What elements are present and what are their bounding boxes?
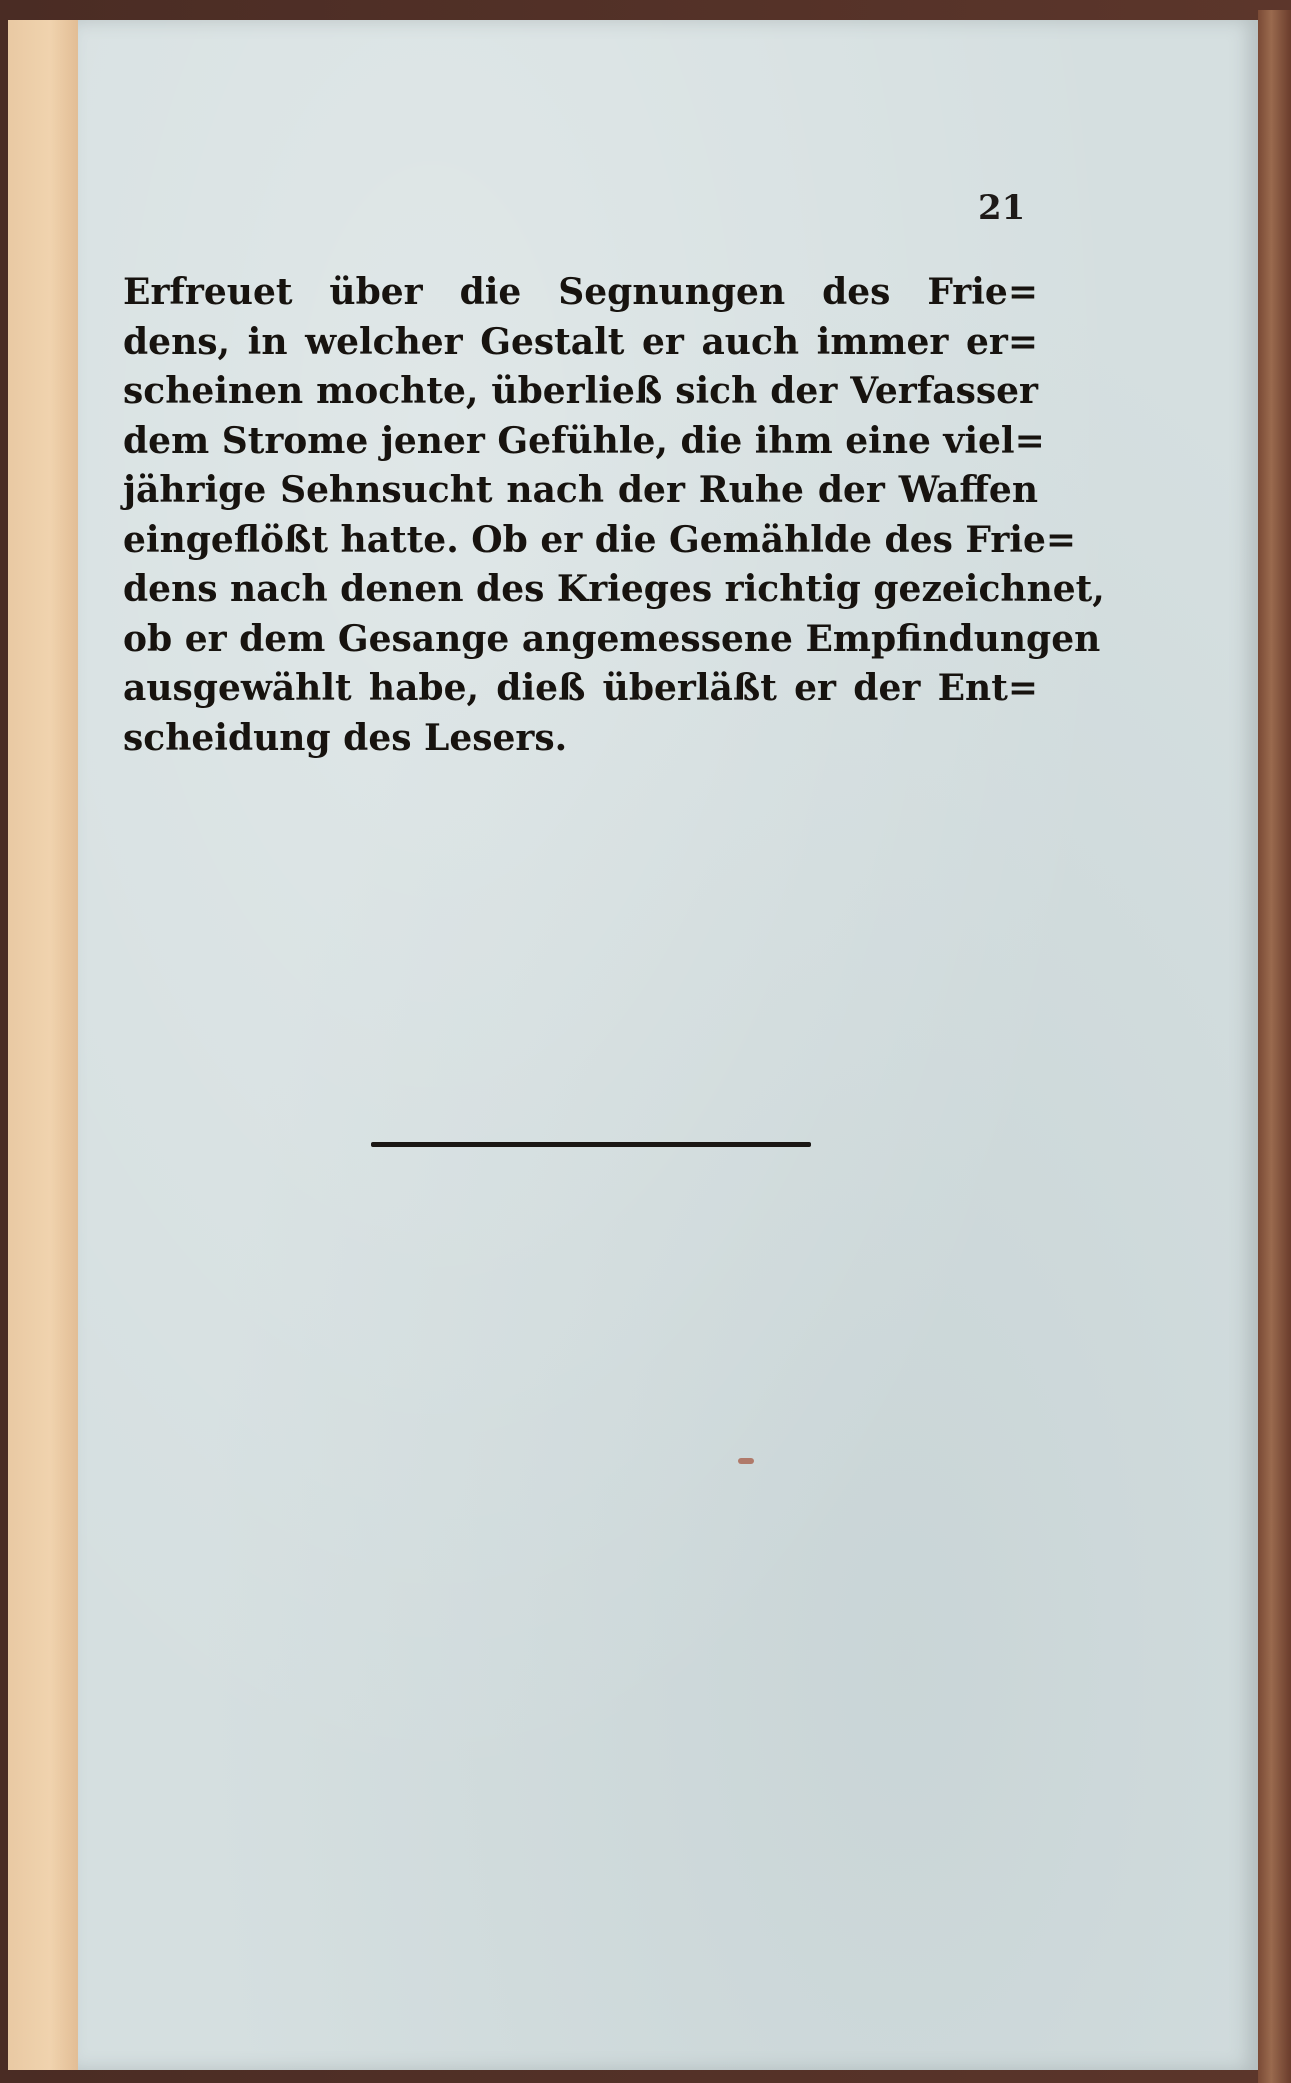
- text-line: ausgewählt habe, dieß überläßt er der Ent=: [123, 667, 1038, 709]
- text-line: dem Strome jener Gefühle, die ihm eine viel=: [123, 419, 1045, 462]
- book-page: [78, 20, 1258, 2070]
- page-number: 21: [978, 188, 1026, 228]
- body-paragraph: [123, 268, 1105, 763]
- section-divider-rule: [371, 1142, 811, 1147]
- text-line: ob er dem Gesange angemessene Empfindungen: [123, 617, 1101, 660]
- text-line: dens nach denen des Krieges richtig gezeichnet,: [123, 568, 1105, 610]
- text-line: jährige Sehnsucht nach der Ruhe der Waffen: [123, 469, 1038, 511]
- text-line: Erfreuet über die Segnungen des Frie=: [123, 271, 1038, 313]
- text-line: eingeflößt hatte. Ob er die Gemählde des Frie=: [123, 518, 1077, 561]
- text-line: scheidung des Lesers.: [123, 716, 568, 759]
- text-line: dens, in welcher Gestalt er auch immer er=: [123, 320, 1038, 363]
- book-cover-edge: [8, 20, 79, 2070]
- text-line: scheinen mochte, überließ sich der Verfasser: [123, 370, 1038, 412]
- ink-blot: [738, 1458, 754, 1464]
- book-spine-edge: [1258, 10, 1291, 2083]
